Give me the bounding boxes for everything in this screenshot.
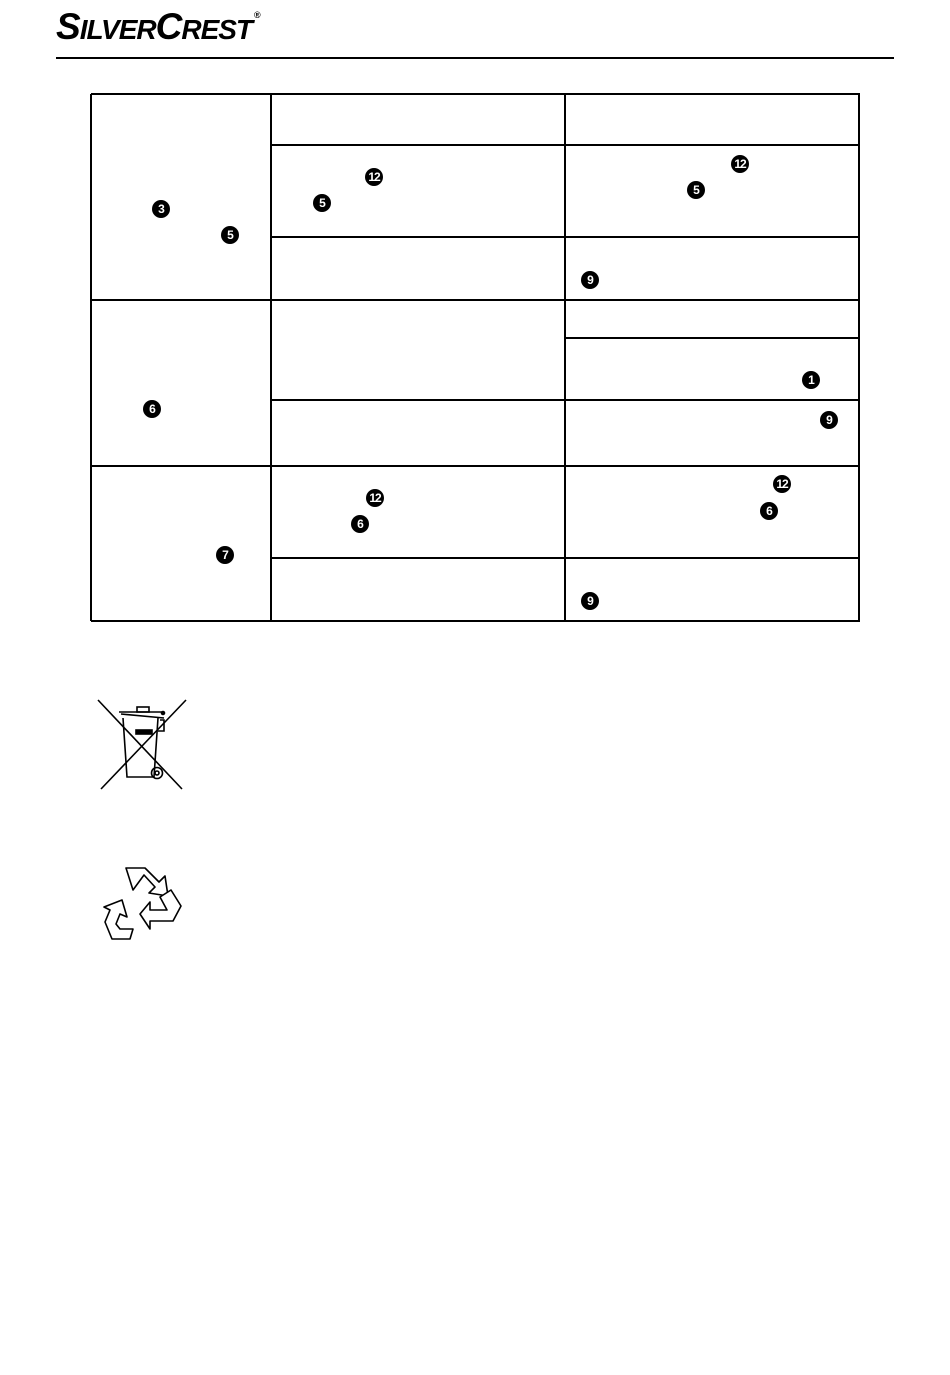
- badge-row3-col3-b: 6: [760, 502, 778, 520]
- badge-row1-col2-a: 12: [365, 168, 383, 186]
- registered-mark: ®: [254, 10, 260, 20]
- brand-text-ilver: ILVER: [79, 14, 156, 45]
- recycling-arrows-icon: [100, 862, 186, 942]
- badge-row2-col3-b: 9: [820, 411, 838, 429]
- badge-row1-col1-b: 5: [221, 226, 239, 244]
- badge-row3-col3-a: 12: [773, 475, 791, 493]
- badge-row1-col3-a: 12: [731, 155, 749, 173]
- badge-row3-col2-a: 12: [366, 489, 384, 507]
- badge-row1-col1-a: 3: [152, 200, 170, 218]
- badge-row1-col3-c: 9: [581, 271, 599, 289]
- brand-text-rest: REST: [181, 14, 253, 45]
- badge-row2-col3-a: 1: [802, 371, 820, 389]
- badge-row3-col2-b: 6: [351, 515, 369, 533]
- brand-letter-s: S: [56, 6, 80, 47]
- badge-row1-col2-b: 5: [313, 194, 331, 212]
- brand-letter-c: C: [155, 6, 182, 47]
- badge-row3-col1: 7: [216, 546, 234, 564]
- badge-row1-col3-b: 5: [687, 181, 705, 199]
- badge-row2-col1: 6: [143, 400, 161, 418]
- badge-row3-col3-c: 9: [581, 592, 599, 610]
- crossed-out-wheelie-bin-icon: [94, 696, 190, 792]
- troubleshooting-table: [0, 0, 950, 640]
